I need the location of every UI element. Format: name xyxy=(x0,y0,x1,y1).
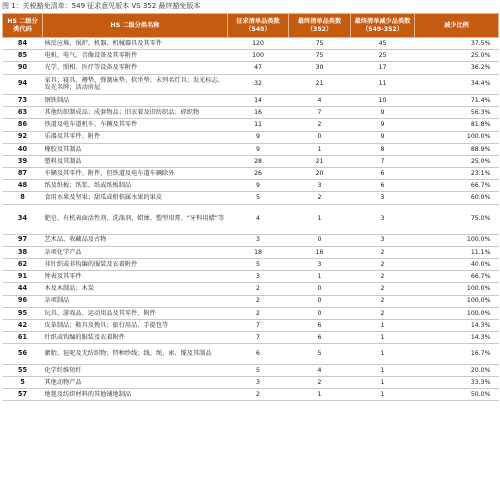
reduced-count-cell: 1 xyxy=(351,364,415,376)
final-count-cell: 0 xyxy=(289,307,351,319)
reduced-count-cell: 9 xyxy=(351,131,415,143)
reduction-pct-cell: 14.3% xyxy=(415,319,499,331)
table-row xyxy=(3,119,499,131)
hs-code-cell: 86 xyxy=(3,119,43,131)
reduced-count-cell: 3 xyxy=(351,204,415,234)
reduced-count-cell: 17 xyxy=(351,62,415,74)
hs-code-cell: 42 xyxy=(3,319,43,331)
reduced-count-cell: 2 xyxy=(351,295,415,307)
final-count-cell: 2 xyxy=(289,376,351,388)
final-count-cell: 1 xyxy=(289,271,351,283)
reduction-pct-cell: 20.0% xyxy=(415,364,499,376)
draft-count-cell: 5 xyxy=(228,192,289,204)
draft-count-cell: 28 xyxy=(228,155,289,167)
reduction-pct-cell: 100.0% xyxy=(415,307,499,319)
draft-count-cell: 18 xyxy=(228,246,289,258)
hs-name-cell: 家具；寝具、褥垫、弹簧床垫、软坐垫；未列名灯具；发光标志、发光名牌；活动房屋 xyxy=(43,74,228,94)
reduced-count-cell: 6 xyxy=(351,168,415,180)
table-row xyxy=(3,192,499,204)
hs-code-cell: 91 xyxy=(3,271,43,283)
draft-count-cell: 3 xyxy=(228,234,289,246)
table-row xyxy=(3,332,499,344)
reduction-pct-cell: 75.0% xyxy=(415,204,499,234)
hs-code-cell: 96 xyxy=(3,295,43,307)
hs-code-cell: 48 xyxy=(3,180,43,192)
reduced-count-cell: 7 xyxy=(351,155,415,167)
hs-name-cell: 乐器及其零件、附件 xyxy=(43,131,228,143)
header-name: HS 二级分类名称 xyxy=(43,14,228,38)
draft-count-cell: 7 xyxy=(228,319,289,331)
table-row xyxy=(3,376,499,388)
draft-count-cell: 5 xyxy=(228,364,289,376)
final-count-cell: 75 xyxy=(289,38,351,50)
table-row xyxy=(3,62,499,74)
hs-code-cell: 61 xyxy=(3,332,43,344)
draft-count-cell: 6 xyxy=(228,344,289,364)
final-count-cell: 0 xyxy=(289,131,351,143)
hs-code-cell: 92 xyxy=(3,131,43,143)
hs-name-cell: 针织或钩编的服装及衣着附件 xyxy=(43,332,228,344)
header-reduction-pct: 减少比例 xyxy=(415,14,499,38)
draft-count-cell: 16 xyxy=(228,107,289,119)
table-row xyxy=(3,271,499,283)
header-code: HS 二级分类代码 xyxy=(3,14,43,38)
reduced-count-cell: 8 xyxy=(351,143,415,155)
reduced-count-cell: 1 xyxy=(351,319,415,331)
hs-code-cell: 94 xyxy=(3,74,43,94)
reduced-count-cell: 2 xyxy=(351,271,415,283)
reduction-pct-cell: 33.3% xyxy=(415,376,499,388)
reduced-count-cell: 1 xyxy=(351,389,415,401)
table-row xyxy=(3,344,499,364)
table-row xyxy=(3,107,499,119)
hs-name-cell: 电机、电气、音像设备及其零附件 xyxy=(43,50,228,62)
table-row xyxy=(3,94,499,106)
reduced-count-cell: 11 xyxy=(351,74,415,94)
reduction-pct-cell: 25.0% xyxy=(415,50,499,62)
hs-name-cell: 核反应堆、锅炉、机器、机械器具及其零件 xyxy=(43,38,228,50)
reduction-pct-cell: 16.7% xyxy=(415,344,499,364)
reduction-pct-cell: 25.0% xyxy=(415,155,499,167)
reduced-count-cell: 2 xyxy=(351,259,415,271)
final-count-cell: 2 xyxy=(289,119,351,131)
header-reduced-count: 最终清单减少品类数（549-352） xyxy=(351,14,415,38)
reduced-count-cell: 2 xyxy=(351,307,415,319)
hs-code-cell: 73 xyxy=(3,94,43,106)
hs-code-cell: 90 xyxy=(3,62,43,74)
table-row xyxy=(3,295,499,307)
hs-name-cell: 其他纺织制成品；成套物品；旧衣着及旧纺织品；碎织物 xyxy=(43,107,228,119)
table-row xyxy=(3,143,499,155)
hs-code-cell: 40 xyxy=(3,143,43,155)
hs-code-cell: 63 xyxy=(3,107,43,119)
final-count-cell: 7 xyxy=(289,107,351,119)
reduction-pct-cell: 66.7% xyxy=(415,271,499,283)
table-row xyxy=(3,50,499,62)
hs-code-cell: 38 xyxy=(3,246,43,258)
hs-code-cell: 56 xyxy=(3,344,43,364)
hs-name-cell: 非针织或非钩编的服装及衣着附件 xyxy=(43,259,228,271)
draft-count-cell: 14 xyxy=(228,94,289,106)
hs-code-cell: 34 xyxy=(3,204,43,234)
hs-code-cell: 39 xyxy=(3,155,43,167)
draft-count-cell: 3 xyxy=(228,271,289,283)
table-row xyxy=(3,38,499,50)
hs-code-cell: 85 xyxy=(3,50,43,62)
draft-count-cell: 32 xyxy=(228,74,289,94)
hs-code-cell: 8 xyxy=(3,192,43,204)
reduced-count-cell: 1 xyxy=(351,376,415,388)
hs-name-cell: 光学、照相、医疗等设备及零附件 xyxy=(43,62,228,74)
hs-code-cell: 95 xyxy=(3,307,43,319)
reduced-count-cell: 2 xyxy=(351,283,415,295)
table-row xyxy=(3,131,499,143)
table-row xyxy=(3,389,499,401)
reduced-count-cell: 1 xyxy=(351,344,415,364)
reduced-count-cell: 6 xyxy=(351,180,415,192)
final-count-cell: 5 xyxy=(289,344,351,364)
final-count-cell: 21 xyxy=(289,74,351,94)
draft-count-cell: 100 xyxy=(228,50,289,62)
draft-count-cell: 4 xyxy=(228,204,289,234)
table-row xyxy=(3,246,499,258)
reduction-pct-cell: 60.0% xyxy=(415,192,499,204)
final-count-cell: 20 xyxy=(289,168,351,180)
hs-name-cell: 纸及纸板；纸浆、纸或纸板制品 xyxy=(43,180,228,192)
final-count-cell: 16 xyxy=(289,246,351,258)
reduced-count-cell: 3 xyxy=(351,234,415,246)
table-row xyxy=(3,168,499,180)
draft-count-cell: 3 xyxy=(228,376,289,388)
hs-code-cell: 5 xyxy=(3,376,43,388)
hs-code-cell: 62 xyxy=(3,259,43,271)
table-row xyxy=(3,307,499,319)
draft-count-cell: 2 xyxy=(228,283,289,295)
hs-name-cell: 艺术品、收藏品及古物 xyxy=(43,234,228,246)
final-count-cell: 3 xyxy=(289,259,351,271)
reduction-pct-cell: 100.0% xyxy=(415,234,499,246)
draft-count-cell: 120 xyxy=(228,38,289,50)
table-row xyxy=(3,74,499,94)
reduction-pct-cell: 66.7% xyxy=(415,180,499,192)
final-count-cell: 3 xyxy=(289,180,351,192)
reduction-pct-cell: 88.9% xyxy=(415,143,499,155)
final-count-cell: 4 xyxy=(289,94,351,106)
tariff-exemption-table xyxy=(2,13,499,401)
reduced-count-cell: 3 xyxy=(351,192,415,204)
table-row xyxy=(3,259,499,271)
hs-name-cell: 化学纤维短纤 xyxy=(43,364,228,376)
reduction-pct-cell: 40.0% xyxy=(415,259,499,271)
hs-name-cell: 车辆及其零件、附件，但铁道及电车道车辆除外 xyxy=(43,168,228,180)
final-count-cell: 1 xyxy=(289,143,351,155)
draft-count-cell: 9 xyxy=(228,180,289,192)
reduction-pct-cell: 56.3% xyxy=(415,107,499,119)
draft-count-cell: 47 xyxy=(228,62,289,74)
hs-code-cell: 84 xyxy=(3,38,43,50)
reduced-count-cell: 10 xyxy=(351,94,415,106)
final-count-cell: 21 xyxy=(289,155,351,167)
hs-name-cell: 玩具、游戏品、运动用品及其零件、附件 xyxy=(43,307,228,319)
reduction-pct-cell: 23.1% xyxy=(415,168,499,180)
reduction-pct-cell: 81.8% xyxy=(415,119,499,131)
hs-code-cell: 97 xyxy=(3,234,43,246)
final-count-cell: 4 xyxy=(289,364,351,376)
hs-name-cell: 木及木制品；木炭 xyxy=(43,283,228,295)
final-count-cell: 2 xyxy=(289,192,351,204)
draft-count-cell: 11 xyxy=(228,119,289,131)
hs-name-cell: 塑料及其制品 xyxy=(43,155,228,167)
draft-count-cell: 9 xyxy=(228,143,289,155)
table-row xyxy=(3,204,499,234)
header-final-count: 最终清单品类数（352） xyxy=(289,14,351,38)
reduction-pct-cell: 50.0% xyxy=(415,389,499,401)
final-count-cell: 75 xyxy=(289,50,351,62)
reduction-pct-cell: 100.0% xyxy=(415,131,499,143)
table-header-row xyxy=(3,14,499,38)
hs-code-cell: 55 xyxy=(3,364,43,376)
reduction-pct-cell: 71.4% xyxy=(415,94,499,106)
table-row xyxy=(3,180,499,192)
hs-name-cell: 钢铁制品 xyxy=(43,94,228,106)
hs-name-cell: 杂项化学产品 xyxy=(43,246,228,258)
hs-code-cell: 87 xyxy=(3,168,43,180)
draft-count-cell: 2 xyxy=(228,307,289,319)
reduced-count-cell: 45 xyxy=(351,38,415,50)
hs-name-cell: 肥皂、有机表面活性剂、洗涤剂、蜡烛、塑型用膏、“牙科用蜡”等 xyxy=(43,204,228,234)
hs-name-cell: 絮胎、毡呢及无纺织物；特种纱线；线、绳、索、缆及其制品 xyxy=(43,344,228,364)
reduction-pct-cell: 36.2% xyxy=(415,62,499,74)
table-row xyxy=(3,283,499,295)
draft-count-cell: 26 xyxy=(228,168,289,180)
draft-count-cell: 2 xyxy=(228,295,289,307)
reduction-pct-cell: 100.0% xyxy=(415,283,499,295)
reduced-count-cell: 9 xyxy=(351,107,415,119)
hs-name-cell: 橡胶及其制品 xyxy=(43,143,228,155)
final-count-cell: 0 xyxy=(289,283,351,295)
hs-name-cell: 食用水果及坚果；甜瓜或柑桔属水果的果皮 xyxy=(43,192,228,204)
reduced-count-cell: 25 xyxy=(351,50,415,62)
reduction-pct-cell: 100.0% xyxy=(415,295,499,307)
hs-name-cell: 地毯及纺织材料的其他铺地制品 xyxy=(43,389,228,401)
reduction-pct-cell: 11.1% xyxy=(415,246,499,258)
reduced-count-cell: 2 xyxy=(351,246,415,258)
final-count-cell: 0 xyxy=(289,295,351,307)
hs-code-cell: 44 xyxy=(3,283,43,295)
hs-name-cell: 皮革制品；鞍具及挽具；旅行用品、手提包等 xyxy=(43,319,228,331)
final-count-cell: 1 xyxy=(289,389,351,401)
reduction-pct-cell: 37.5% xyxy=(415,38,499,50)
table-row xyxy=(3,364,499,376)
hs-name-cell: 其他动物产品 xyxy=(43,376,228,388)
hs-name-cell: 杂项制品 xyxy=(43,295,228,307)
reduction-pct-cell: 14.3% xyxy=(415,332,499,344)
draft-count-cell: 5 xyxy=(228,259,289,271)
final-count-cell: 0 xyxy=(289,234,351,246)
draft-count-cell: 9 xyxy=(228,131,289,143)
table-row xyxy=(3,234,499,246)
draft-count-cell: 2 xyxy=(228,389,289,401)
hs-code-cell: 57 xyxy=(3,389,43,401)
hs-name-cell: 钟表及其零件 xyxy=(43,271,228,283)
table-row xyxy=(3,155,499,167)
reduced-count-cell: 1 xyxy=(351,332,415,344)
reduction-pct-cell: 34.4% xyxy=(415,74,499,94)
reduced-count-cell: 9 xyxy=(351,119,415,131)
table-row xyxy=(3,319,499,331)
header-draft-count: 征求清单品类数（549） xyxy=(228,14,289,38)
final-count-cell: 6 xyxy=(289,332,351,344)
final-count-cell: 1 xyxy=(289,204,351,234)
final-count-cell: 6 xyxy=(289,319,351,331)
hs-name-cell: 铁道及电车道机车、车辆及其零件 xyxy=(43,119,228,131)
draft-count-cell: 7 xyxy=(228,332,289,344)
figure-caption: 图 1：关税豁免清单：549 征求意见版本 VS 352 最终豁免版本 xyxy=(2,2,201,10)
final-count-cell: 30 xyxy=(289,62,351,74)
